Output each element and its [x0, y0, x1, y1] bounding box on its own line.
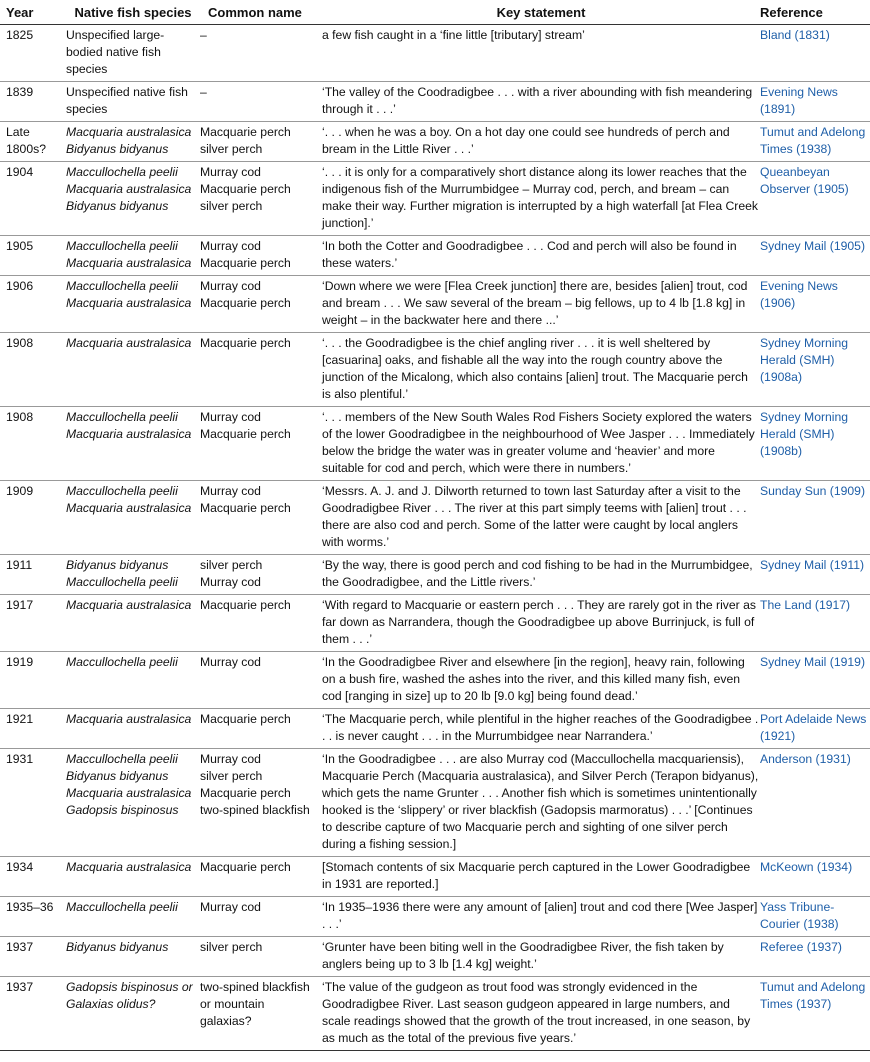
year-cell: 1931 [0, 749, 66, 857]
table-body [0, 25, 870, 1051]
table-row [0, 595, 870, 652]
common-name: galaxias? [200, 1014, 252, 1028]
key-statement-cell: ‘In the Goodradigbee . . . are also Murray cod (Maccullochella macquariensis), Macquarie Perch (Macquaria australasica), and Silver Perch (Terapon bidyanus), which gets the name Grunter . . . Another fish which is sometimes unintentionally hooked is the ‘slippery’ or river blackfish (Gadopsis marmoratus) . . .’ [Continues to describe capture of two Macquarie perch and sighting of one silver perch during a fishing session.] [322, 749, 760, 857]
common-name: Macquarie perch [200, 712, 291, 726]
year-cell: 1905 [0, 236, 66, 276]
species-cell [66, 162, 200, 236]
species-cell [66, 977, 200, 1051]
species-name: Gadopsis bispinosus [66, 803, 179, 817]
reference-link[interactable]: Sydney Mail (1905) [760, 239, 865, 253]
reference-cell [760, 407, 870, 481]
year-cell: 1921 [0, 709, 66, 749]
reference-cell [760, 333, 870, 407]
table-row [0, 555, 870, 595]
common-name: Macquarie perch [200, 860, 291, 874]
reference-cell [760, 709, 870, 749]
table-row [0, 162, 870, 236]
year-cell: 1911 [0, 555, 66, 595]
reference-cell [760, 25, 870, 82]
common-name-cell [200, 407, 322, 481]
common-name: Murray cod [200, 900, 261, 914]
species-name: Maccullochella peelii [66, 165, 178, 179]
common-name-cell [200, 897, 322, 937]
table-row [0, 333, 870, 407]
reference-link[interactable]: McKeown (1934) [760, 860, 853, 874]
reference-cell [760, 595, 870, 652]
species-cell [66, 236, 200, 276]
reference-cell [760, 122, 870, 162]
species-name: Macquaria australasica [66, 598, 192, 612]
key-statement-cell: ‘. . . members of the New South Wales Rod Fishers Society explored the waters of the lower Goodradigbee in the neighbourhood of Wee Jasper . . . Immediately below the bridge the water was in greater volume and ‘heavier’ and more suitable for cod and perch, which were there in numbers.’ [322, 407, 760, 481]
species-cell [66, 595, 200, 652]
reference-link[interactable]: Evening News (1906) [760, 279, 838, 310]
common-name-cell [200, 481, 322, 555]
common-name-cell [200, 595, 322, 652]
reference-link[interactable]: Referee (1937) [760, 940, 842, 954]
species-name: Macquaria australasica [66, 336, 192, 350]
species-cell [66, 897, 200, 937]
common-name: silver perch [200, 769, 263, 783]
species-name: Macquaria australasica [66, 296, 192, 310]
table-row [0, 857, 870, 897]
species-name: Maccullochella peelii [66, 655, 178, 669]
table-row [0, 82, 870, 122]
reference-link[interactable]: Port Adelaide News (1921) [760, 712, 867, 743]
common-name: Macquarie perch [200, 296, 291, 310]
year-cell: 1908 [0, 333, 66, 407]
species-cell [66, 555, 200, 595]
species-name: Macquaria australasica [66, 182, 192, 196]
reference-cell [760, 857, 870, 897]
species-cell [66, 333, 200, 407]
year-cell: 1906 [0, 276, 66, 333]
species-cell [66, 709, 200, 749]
common-name: silver perch [200, 199, 263, 213]
key-statement-cell: ‘In both the Cotter and Goodradigbee . . . Cod and perch will also be found in these waters.’ [322, 236, 760, 276]
key-statement-cell: ‘The Macquarie perch, while plentiful in the higher reaches of the Goodradigbee . . . is never caught . . . in the Murrumbidgee near Narrandera.’ [322, 709, 760, 749]
common-name: Murray cod [200, 279, 261, 293]
header-key-statement: Key statement [322, 0, 760, 25]
reference-link[interactable]: Tumut and Adelong Times (1938) [760, 125, 866, 156]
year-cell: 1825 [0, 25, 66, 82]
table-header-row [0, 0, 870, 25]
species-name: Bidyanus bidyanus [66, 769, 169, 783]
year-cell: 1919 [0, 652, 66, 709]
key-statement-cell: [Stomach contents of six Macquarie perch captured in the Lower Goodradigbee in 1931 are reported.] [322, 857, 760, 897]
species-name: Maccullochella peelii [66, 239, 178, 253]
reference-cell [760, 652, 870, 709]
common-name: two-spined blackfish [200, 980, 310, 994]
common-name-cell [200, 555, 322, 595]
common-name: Murray cod [200, 575, 261, 589]
table-row [0, 236, 870, 276]
common-name-cell [200, 162, 322, 236]
reference-cell [760, 162, 870, 236]
species-name: Macquaria australasica [66, 256, 192, 270]
common-name-cell [200, 652, 322, 709]
reference-link[interactable]: Bland (1831) [760, 28, 830, 42]
key-statement-cell: ‘With regard to Macquarie or eastern perch . . . They are rarely got in the river as far down as Narrandera, though the Goodradigbee up above Burrinjuck, is full of them . . .’ [322, 595, 760, 652]
key-statement-cell: ‘Grunter have been biting well in the Goodradigbee River, the fish taken by anglers being up to 3 lb [1.4 kg] weight.’ [322, 937, 760, 977]
common-name: – [200, 85, 207, 99]
key-statement-cell: ‘Down where we were [Flea Creek junction] there are, besides [alien] trout, cod and bream . . . We saw several of the bream – big fellows, up to 4 lb [1.8 kg] in weight – in the backwater here and there ...’ [322, 276, 760, 333]
reference-cell [760, 749, 870, 857]
common-name: silver perch [200, 940, 263, 954]
reference-link[interactable]: Sunday Sun (1909) [760, 484, 866, 498]
reference-cell [760, 82, 870, 122]
table-row [0, 25, 870, 82]
header-species: Native fish species [66, 0, 200, 25]
common-name-cell [200, 857, 322, 897]
table-row [0, 709, 870, 749]
common-name-cell [200, 333, 322, 407]
table-row [0, 407, 870, 481]
species-cell [66, 82, 200, 122]
common-name-cell [200, 25, 322, 82]
species-name: Macquaria australasica [66, 712, 192, 726]
species-name: Galaxias olidus? [66, 997, 156, 1011]
species-cell [66, 749, 200, 857]
common-name: Macquarie perch [200, 182, 291, 196]
species-cell [66, 937, 200, 977]
species-name: Maccullochella peelii [66, 410, 178, 424]
key-statement-cell: ‘. . . the Goodradigbee is the chief angling river . . . it is well sheltered by [casuarina] oaks, and fishable all the way into the rough country above the junction of the Micalong, which also contains [alien] trout. The Macquarie perch is also plentiful.’ [322, 333, 760, 407]
key-statement-cell: ‘By the way, there is good perch and cod fishing to be had in the Murrumbidgee, the Goodradigbee, and the Little rivers.’ [322, 555, 760, 595]
common-name-cell [200, 122, 322, 162]
common-name: Macquarie perch [200, 598, 291, 612]
reference-cell [760, 276, 870, 333]
common-name: Macquarie perch [200, 336, 291, 350]
common-name-cell [200, 709, 322, 749]
species-name: Maccullochella peelii [66, 575, 178, 589]
common-name: Murray cod [200, 410, 261, 424]
common-name: silver perch [200, 558, 263, 572]
header-year: Year [0, 0, 66, 25]
header-reference: Reference [760, 0, 870, 25]
species-cell [66, 407, 200, 481]
common-name: two-spined blackfish [200, 803, 310, 817]
key-statement-cell: ‘The valley of the Coodradigbee . . . with a river abounding with fish meandering through it . . .’ [322, 82, 760, 122]
common-name: – [200, 28, 207, 42]
common-name: Macquarie perch [200, 501, 291, 515]
common-name-cell [200, 276, 322, 333]
year-cell: 1909 [0, 481, 66, 555]
species-cell [66, 652, 200, 709]
common-name: Murray cod [200, 752, 261, 766]
common-name: Murray cod [200, 165, 261, 179]
species-name: Maccullochella peelii [66, 484, 178, 498]
reference-link[interactable]: Anderson (1931) [760, 752, 851, 766]
common-name: Murray cod [200, 484, 261, 498]
reference-link[interactable]: Queanbeyan Observer (1905) [760, 165, 849, 196]
key-statement-cell: ‘In 1935–1936 there were any amount of [alien] trout and cod there [Wee Jasper] . . .’ [322, 897, 760, 937]
year-cell: 1839 [0, 82, 66, 122]
year-cell: 1937 [0, 977, 66, 1051]
year-cell: 1937 [0, 937, 66, 977]
year-cell: 1917 [0, 595, 66, 652]
species-name: Macquaria australasica [66, 860, 192, 874]
common-name: Murray cod [200, 239, 261, 253]
year-cell: 1934 [0, 857, 66, 897]
species-cell [66, 122, 200, 162]
common-name: Macquarie perch [200, 786, 291, 800]
species-cell [66, 481, 200, 555]
species-cell [66, 857, 200, 897]
table-row [0, 977, 870, 1051]
year-cell: 1935–36 [0, 897, 66, 937]
common-name: silver perch [200, 142, 263, 156]
reference-cell [760, 481, 870, 555]
reference-link[interactable]: Sydney Mail (1919) [760, 655, 865, 669]
species-name: Macquaria australasica [66, 501, 192, 515]
reference-link[interactable]: The Land (1917) [760, 598, 851, 612]
reference-link[interactable]: Sydney Morning Herald (SMH) (1908b) [760, 410, 849, 458]
reference-link[interactable]: Sydney Morning Herald (SMH) (1908a) [760, 336, 849, 384]
table-row [0, 749, 870, 857]
common-name-cell [200, 749, 322, 857]
species-name: Bidyanus bidyanus [66, 142, 169, 156]
reference-link[interactable]: Sydney Mail (1911) [760, 558, 865, 572]
key-statement-cell: a few fish caught in a ‘fine little [tributary] stream’ [322, 25, 760, 82]
species-name: Macquaria australasica [66, 786, 192, 800]
reference-cell [760, 977, 870, 1051]
header-common-name: Common name [200, 0, 322, 25]
reference-link[interactable]: Evening News (1891) [760, 85, 838, 116]
key-statement-cell: ‘In the Goodradigbee River and elsewhere [in the region], heavy rain, following on a bush fire, washed the ashes into the river, and this killed many fish, even cod [ranging in size] up to 20 lb [9.0 kg] being found dead.’ [322, 652, 760, 709]
species-name: Maccullochella peelii [66, 900, 178, 914]
year-cell: 1904 [0, 162, 66, 236]
key-statement-cell: ‘. . . it is only for a comparatively short distance along its lower reaches that the indigenous fish of the Murrumbidgee – Murray cod, perch, and bream – can make their way. Further migration is interrupted by a high waterfall [at Flea Creek junction].’ [322, 162, 760, 236]
reference-cell [760, 937, 870, 977]
reference-link[interactable]: Yass Tribune-Courier (1938) [760, 900, 839, 931]
key-statement-cell: ‘. . . when he was a boy. On a hot day one could see hundreds of perch and bream in the Little River . . .’ [322, 122, 760, 162]
key-statement-cell: ‘Messrs. A. J. and J. Dilworth returned to town last Saturday after a visit to the Goodradigbee River . . . The river at this part simply teems with [alien] trout . . . there are also cod and perch. Some of the latter were caught by local anglers with worms.’ [322, 481, 760, 555]
reference-cell [760, 236, 870, 276]
key-statement-cell: ‘The value of the gudgeon as trout food was strongly evidenced in the Goodradigbee River. Last season gudgeon appeared in large numbers, and scale readings showed that the growth of the trout increased, in one season, by as much as the total of the previous five years.’ [322, 977, 760, 1051]
species-name: Bidyanus bidyanus [66, 558, 169, 572]
table-row [0, 122, 870, 162]
common-name-cell [200, 82, 322, 122]
common-name: Macquarie perch [200, 256, 291, 270]
common-name-cell [200, 937, 322, 977]
species-cell [66, 25, 200, 82]
common-name: Macquarie perch [200, 427, 291, 441]
species-name: Unspecified native fish species [66, 85, 188, 116]
species-name: Macquaria australasica [66, 125, 192, 139]
reference-cell [760, 897, 870, 937]
table-row [0, 481, 870, 555]
species-name: Maccullochella peelii [66, 279, 178, 293]
table-row [0, 276, 870, 333]
species-name: Bidyanus bidyanus [66, 940, 169, 954]
year-cell: Late 1800s? [0, 122, 66, 162]
species-cell [66, 276, 200, 333]
reference-cell [760, 555, 870, 595]
common-name-cell [200, 977, 322, 1051]
table-row [0, 897, 870, 937]
table-row [0, 937, 870, 977]
year-cell: 1908 [0, 407, 66, 481]
common-name: Murray cod [200, 655, 261, 669]
reference-link[interactable]: Tumut and Adelong Times (1937) [760, 980, 866, 1011]
species-name: Unspecified large-bodied native fish species [66, 28, 165, 76]
species-name: Macquaria australasica [66, 427, 192, 441]
common-name-cell [200, 236, 322, 276]
species-name: Maccullochella peelii [66, 752, 178, 766]
common-name: or mountain [200, 997, 265, 1011]
species-name: Gadopsis bispinosus or [66, 980, 193, 994]
common-name: Macquarie perch [200, 125, 291, 139]
species-name: Bidyanus bidyanus [66, 199, 169, 213]
table-row [0, 652, 870, 709]
